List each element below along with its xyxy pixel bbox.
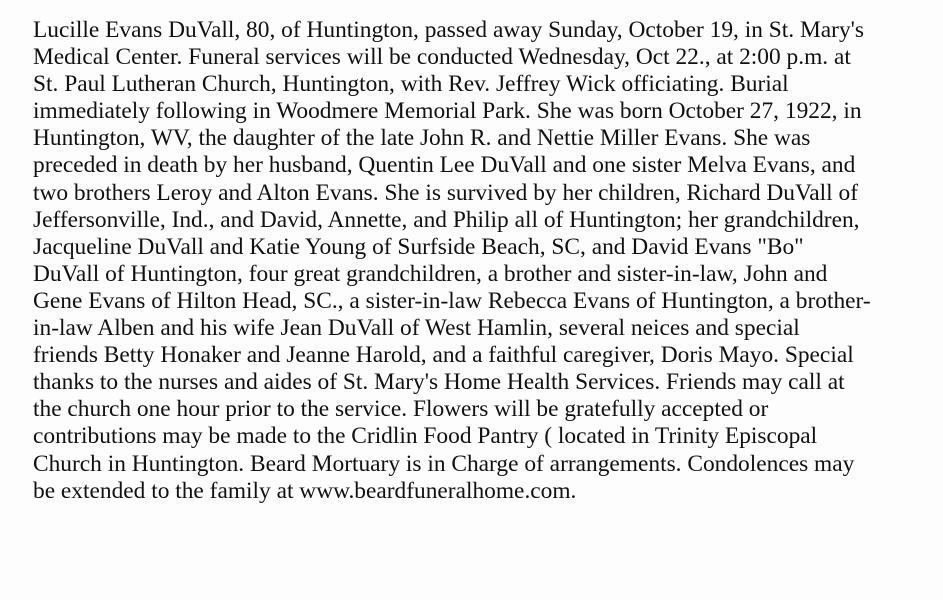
text-line: contributions may be made to the Cridlin Food Pantry ( located in Trinity Episcopal <box>33 423 818 450</box>
text-line: Lucille Evans DuVall, 80, of Huntington, passed away Sunday, October 19, in St. Mary's <box>33 17 864 43</box>
text-line: thanks to the nurses and aides of St. Mary's Home Health Services. Friends may call at <box>33 369 845 396</box>
obituary-text <box>33 17 943 505</box>
text-line: be extended to the family at www.beardfuneralhome.com. <box>33 477 577 504</box>
text-line: in-law Alben and his wife Jean DuVall of West Hamlin, several neices and special <box>33 315 800 342</box>
text-line: two brothers Leroy and Alton Evans. She is survived by her children, Richard DuVall of <box>33 179 858 206</box>
text-line: Jacqueline DuVall and Katie Young of Surfside Beach, SC, and David Evans "Bo" <box>33 233 804 260</box>
text-line: St. Paul Lutheran Church, Huntington, with Rev. Jeffrey Wick officiating. Burial <box>33 71 789 98</box>
text-line: DuVall of Huntington, four great grandchildren, a brother and sister-in-law, John and <box>33 260 828 287</box>
text-line: Jeffersonville, Ind., and David, Annette, and Philip all of Huntington; her grandchildren, <box>33 206 860 233</box>
text-line: preceded in death by her husband, Quentin Lee DuVall and one sister Melva Evans, and <box>33 152 856 179</box>
text-line: Gene Evans of Hilton Head, SC., a sister-in-law Rebecca Evans of Huntington, a brother- <box>33 287 871 314</box>
text-line: Church in Huntington. Beard Mortuary is in Charge of arrangements. Condolences may <box>33 450 855 477</box>
text-line: immediately following in Woodmere Memorial Park. She was born October 27, 1922, in <box>33 98 862 125</box>
text-line: the church one hour prior to the service. Flowers will be gratefully accepted or <box>33 396 769 423</box>
text-line: Huntington, WV, the daughter of the late John R. and Nettie Miller Evans. She was <box>33 125 811 152</box>
text-line: friends Betty Honaker and Jeanne Harold, and a faithful caregiver, Doris Mayo. Special <box>33 342 854 369</box>
text-line: Medical Center. Funeral services will be conducted Wednesday, Oct 22., at 2:00 p.m. at <box>33 44 851 71</box>
